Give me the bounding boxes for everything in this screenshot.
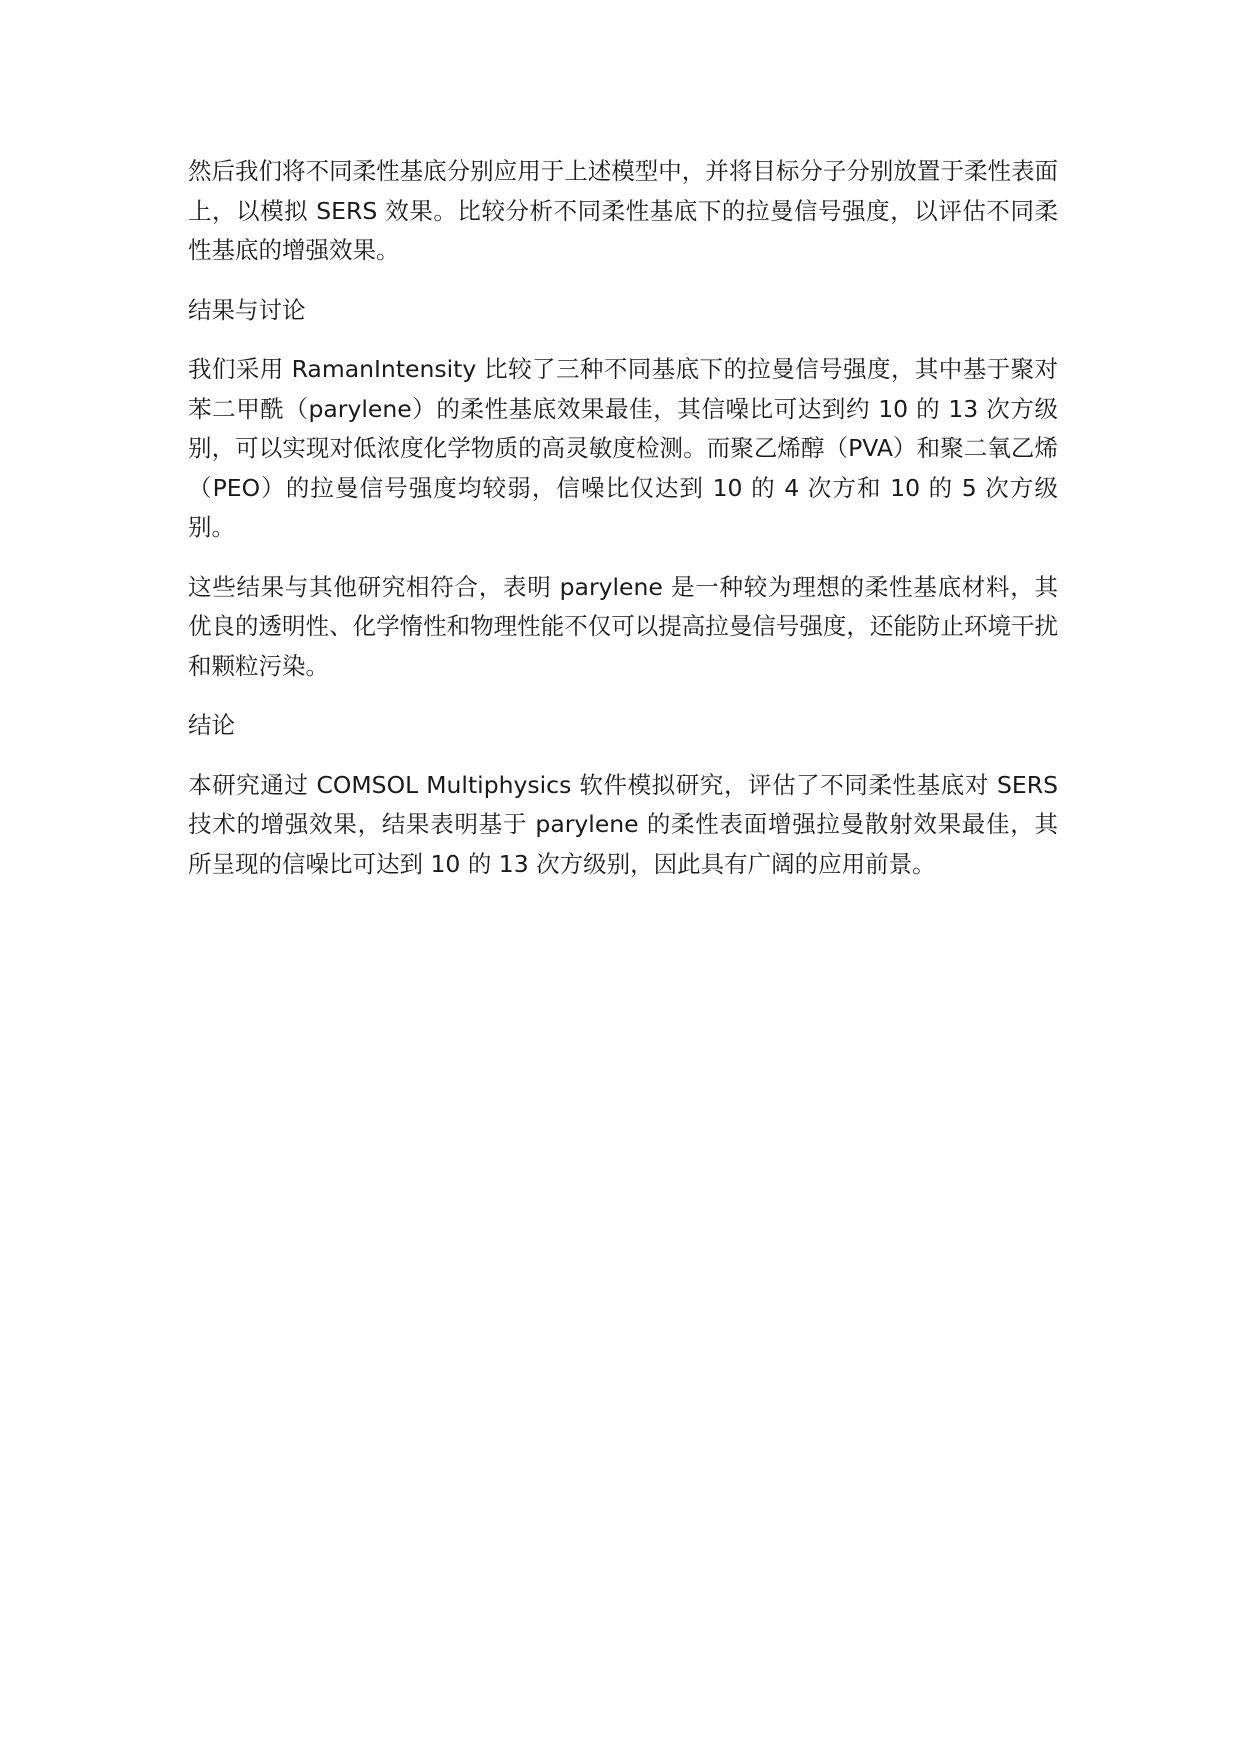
results-paragraph-2: 这些结果与其他研究相符合，表明 parylene 是一种较为理想的柔性基底材料，其优良的透明性、化学惰性和物理性能不仅可以提高拉曼信号强度，还能防止环境干扰和颗粒污染。 <box>188 572 1058 680</box>
conclusion-paragraph: 本研究通过 COMSOL Multiphysics 软件模拟研究，评估了不同柔性基底对 SERS 技术的增强效果，结果表明基于 parylene 的柔性表面增强拉曼散射效果最佳，其所呈现的信噪比可达到 10 的 13 次方级别，因此具有广阔的应用前景。 <box>188 770 1058 878</box>
intro-paragraph: 然后我们将不同柔性基底分别应用于上述模型中，并将目标分子分别放置于柔性表面上，以模拟 SERS 效果。比较分析不同柔性基底下的拉曼信号强度，以评估不同柔性基底的增强效果。 <box>188 157 1058 264</box>
document-body <box>188 152 1058 904</box>
conclusion-heading: 结论 <box>188 711 235 739</box>
results-paragraph-1: 我们采用 RamanIntensity 比较了三种不同基底下的拉曼信号强度，其中基于聚对苯二甲酰（parylene）的柔性基底效果最佳，其信噪比可达到约 10 的 13 次方级别，可以实现对低浓度化学物质的高灵敏度检测。而聚乙烯醇（PVA）和聚二氧乙烯（PEO）的拉曼信号强度均较弱，信噪比仅达到 10 的 4 次方和 10 的 5 次方级别。 <box>188 355 1058 541</box>
results-heading: 结果与讨论 <box>188 295 306 324</box>
